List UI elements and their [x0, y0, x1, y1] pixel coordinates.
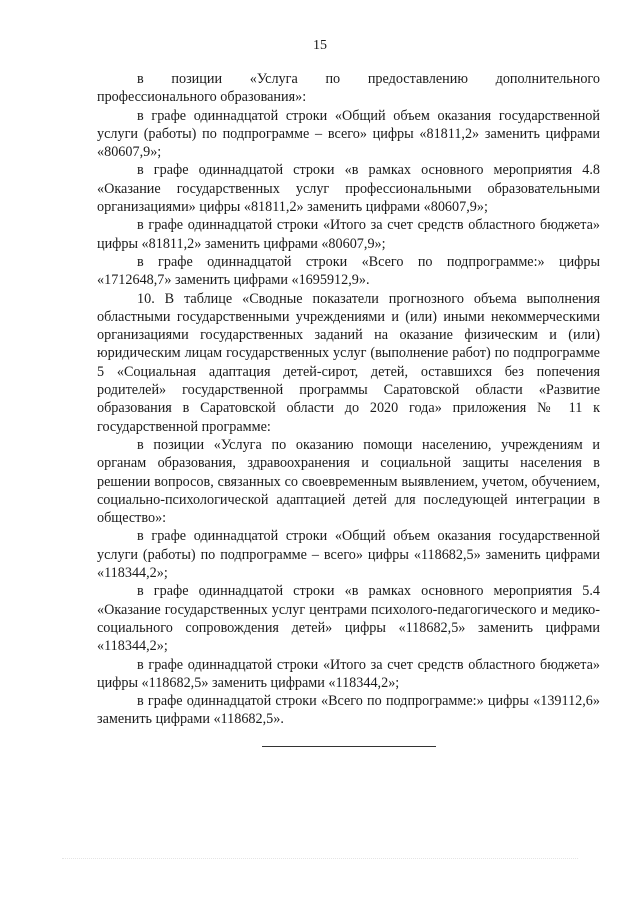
document-body [97, 70, 600, 729]
paragraph: в графе одиннадцатой строки «Всего по подпрограмме:» цифры «139112,6» заменить цифрами «118682,5». [97, 693, 600, 728]
page-number: 15 [313, 38, 327, 53]
paragraph: в позиции «Услуга по оказанию помощи населению, учреждениям и органам образования, здравоохранения и социальной защиты населения в решении вопросов, связанных со своевременным выявлением, учетом, обучением, социально-психологической адаптацией детей для последующей интеграции в общество»: [97, 436, 600, 527]
paragraph: в графе одиннадцатой строки «Итого за счет средств областного бюджета» цифры «118682,5» заменить цифрами «118344,2»; [97, 656, 600, 691]
closing-divider-line [262, 746, 436, 747]
paragraph: в позиции «Услуга по предоставлению дополнительного профессионального образования»: [97, 71, 600, 106]
paragraph: в графе одиннадцатой строки «Общий объем оказания государственной услуги (работы) по подпрограмме – всего» цифры «118682,5» заменить цифрами «118344,2»; [97, 528, 600, 582]
paragraph: в графе одиннадцатой строки «Всего по подпрограмме:» цифры «1712648,7» заменить цифрами «1695912,9». [97, 253, 600, 289]
paragraph: в графе одиннадцатой строки «Общий объем оказания государственной услуги (работы) по подпрограмме – всего» цифры «81811,2» заменить цифрами «80607,9»; [97, 107, 600, 161]
paragraph: в графе одиннадцатой строки «в рамках основного мероприятия 5.4 «Оказание государственных услуг центрами психолого-педагогического и медико-социального сопровождения детей» цифры «118682,5» заменить цифрами «118344,2»; [97, 583, 600, 655]
paragraph: в графе одиннадцатой строки «Итого за счет средств областного бюджета» цифры «81811,2» заменить цифрами «80607,9»; [97, 217, 600, 252]
paragraph: в графе одиннадцатой строки «в рамках основного мероприятия 4.8 «Оказание государственных услуг профессиональными образовательными организациями» цифры «81811,2» заменить цифрами «80607,9»; [97, 162, 600, 216]
scan-artifact-line [62, 858, 578, 863]
paragraph: 10. В таблице «Сводные показатели прогнозного объема выполнения областными государственными учреждениями и (или) иными некоммерческими организациями государственных заданий на оказание физическим и (или) юридическим лицам государственных услуг (выполнение работ) по подпрограмме 5 «Социальная адаптация детей-сирот, детей, оставшихся без попечения родителей» государственной программы Саратовской области «Развитие образования в Саратовской области до 2020 года» приложения № 11 к государственной программе: [97, 290, 600, 435]
